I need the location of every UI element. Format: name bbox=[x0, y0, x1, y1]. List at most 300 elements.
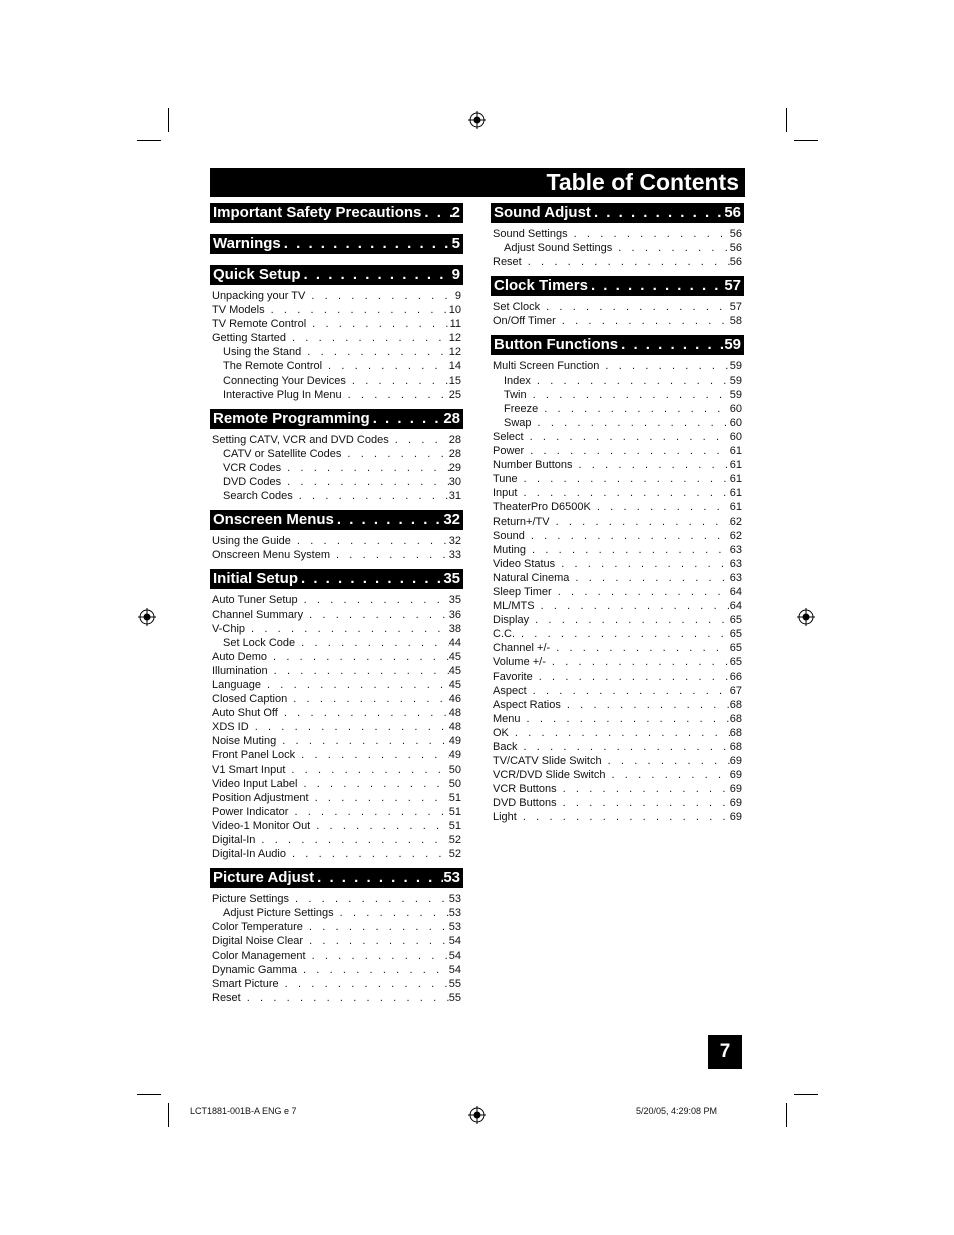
entry-label: Twin bbox=[504, 388, 527, 401]
entry-page: 11 bbox=[449, 318, 461, 331]
dot-leader bbox=[569, 571, 729, 585]
entry-label: Auto Shut Off bbox=[212, 707, 278, 720]
entry-label: Channel +/- bbox=[493, 642, 551, 655]
entry-page: 56 bbox=[729, 228, 742, 240]
entry-page: 48 bbox=[448, 721, 461, 734]
toc-right-column bbox=[491, 203, 744, 832]
toc-entry[interactable] bbox=[491, 529, 744, 543]
entry-page: 61 bbox=[729, 445, 742, 458]
section-gap bbox=[210, 402, 463, 409]
entry-label: DVD Codes bbox=[223, 476, 282, 489]
dot-leader bbox=[291, 534, 449, 548]
section-title: Warnings bbox=[213, 235, 281, 252]
entry-page: 53 bbox=[448, 893, 461, 906]
toc-entry[interactable] bbox=[210, 303, 463, 317]
entry-page: 48 bbox=[448, 707, 461, 720]
entry-page: 69 bbox=[729, 811, 742, 824]
section-header[interactable] bbox=[210, 868, 463, 888]
entry-page: 58 bbox=[729, 315, 742, 328]
toc-entry[interactable] bbox=[491, 684, 744, 698]
dot-leader bbox=[265, 303, 449, 317]
entry-label: Using the Guide bbox=[212, 535, 291, 548]
entry-label: Select bbox=[493, 430, 524, 443]
toc-entry[interactable] bbox=[491, 655, 744, 669]
dot-leader bbox=[546, 655, 730, 669]
toc-entry[interactable] bbox=[210, 833, 463, 847]
entry-page: 54 bbox=[448, 963, 461, 976]
toc-entry[interactable] bbox=[210, 331, 463, 345]
entry-label: Return+/TV bbox=[493, 515, 550, 528]
toc-entry[interactable] bbox=[210, 608, 463, 622]
dot-leader bbox=[524, 430, 730, 444]
toc-entry[interactable] bbox=[491, 670, 744, 684]
toc-entry[interactable] bbox=[491, 712, 744, 726]
toc-entry[interactable] bbox=[210, 650, 463, 664]
toc-entry[interactable] bbox=[210, 534, 463, 548]
dot-leader bbox=[330, 548, 449, 562]
crop-mark bbox=[168, 108, 169, 132]
toc-entry[interactable] bbox=[491, 543, 744, 557]
dot-leader bbox=[322, 359, 449, 373]
entry-page: 60 bbox=[729, 416, 742, 429]
toc-entry[interactable] bbox=[210, 892, 463, 906]
dot-leader bbox=[305, 289, 455, 303]
entry-label: Language bbox=[212, 678, 261, 691]
section-page: 32 bbox=[443, 511, 460, 529]
entry-label: Light bbox=[493, 811, 517, 824]
title-bar bbox=[210, 168, 745, 197]
entry-page: 52 bbox=[448, 834, 461, 846]
toc-entry[interactable] bbox=[210, 791, 463, 805]
dot-leader bbox=[550, 641, 730, 655]
toc-entry[interactable] bbox=[491, 430, 744, 444]
toc-entry[interactable] bbox=[210, 664, 463, 678]
entry-page: 31 bbox=[448, 490, 461, 503]
dot-leader bbox=[301, 345, 448, 359]
entry-page: 51 bbox=[448, 805, 461, 818]
footer-timestamp: 5/20/05, 4:29:08 PM bbox=[636, 1106, 718, 1116]
entry-page: 68 bbox=[729, 698, 742, 711]
toc-entry[interactable] bbox=[491, 796, 744, 810]
dot-leader bbox=[518, 472, 730, 486]
entry-page: 55 bbox=[448, 977, 461, 990]
section-header[interactable] bbox=[491, 203, 744, 223]
dot-leader bbox=[538, 402, 730, 416]
toc-entry[interactable] bbox=[491, 374, 744, 388]
toc-entry[interactable] bbox=[210, 920, 463, 934]
entry-label: Digital-In Audio bbox=[212, 848, 286, 861]
toc-entry[interactable] bbox=[210, 819, 463, 833]
toc-entry[interactable] bbox=[210, 447, 463, 461]
section-header[interactable] bbox=[210, 234, 463, 254]
toc-entry[interactable] bbox=[491, 726, 744, 740]
toc-entry[interactable] bbox=[491, 416, 744, 430]
section-title: Clock Timers bbox=[494, 277, 588, 295]
entry-page: 61 bbox=[729, 487, 742, 500]
dot-leader bbox=[249, 720, 449, 734]
entry-label: Illumination bbox=[212, 664, 268, 677]
section-page: 59 bbox=[724, 336, 741, 354]
section-gap bbox=[210, 503, 463, 510]
dot-leader bbox=[591, 500, 730, 514]
entry-label: V-Chip bbox=[212, 622, 246, 635]
toc-entry[interactable] bbox=[210, 906, 463, 920]
entry-label: DVD Buttons bbox=[493, 797, 557, 810]
dot-leader bbox=[255, 833, 448, 847]
toc-entry[interactable] bbox=[210, 489, 463, 503]
section-header[interactable] bbox=[210, 203, 463, 223]
toc-entry[interactable] bbox=[210, 991, 463, 1005]
entry-page: 15 bbox=[448, 374, 461, 387]
toc-entry[interactable] bbox=[210, 289, 463, 303]
section-page: 28 bbox=[443, 409, 460, 427]
toc-entry[interactable] bbox=[491, 599, 744, 613]
entry-page: 61 bbox=[729, 501, 742, 514]
toc-entry[interactable] bbox=[210, 734, 463, 748]
toc-entry[interactable] bbox=[491, 472, 744, 486]
entry-label: Closed Caption bbox=[212, 693, 288, 706]
section-title: Important Safety Precautions bbox=[213, 204, 422, 221]
dot-leader bbox=[267, 650, 449, 664]
entry-page: 67 bbox=[729, 684, 742, 697]
section-header[interactable] bbox=[210, 265, 463, 285]
page-title: Table of Contents bbox=[546, 169, 739, 195]
entry-label: Setting CATV, VCR and DVD Codes bbox=[212, 433, 389, 446]
entry-label: Adjust Sound Settings bbox=[504, 242, 613, 255]
entry-label: TV Models bbox=[212, 304, 265, 317]
entry-page: 59 bbox=[729, 388, 742, 401]
dot-leader bbox=[568, 227, 730, 241]
dot-leader bbox=[588, 276, 724, 296]
entry-page: 56 bbox=[729, 256, 742, 269]
entry-page: 35 bbox=[448, 594, 461, 607]
section-title: Picture Adjust bbox=[213, 869, 315, 887]
section-title: Button Functions bbox=[494, 336, 619, 354]
toc-entry[interactable] bbox=[210, 593, 463, 607]
entry-label: Input bbox=[493, 487, 518, 500]
toc-entry[interactable] bbox=[491, 740, 744, 754]
entry-label: Getting Started bbox=[212, 332, 286, 345]
toc-entry[interactable] bbox=[491, 613, 744, 627]
toc-entry[interactable] bbox=[491, 227, 744, 241]
section-header[interactable] bbox=[491, 276, 744, 296]
toc-entry[interactable] bbox=[210, 678, 463, 692]
dot-leader bbox=[421, 203, 451, 223]
entry-page: 52 bbox=[448, 848, 461, 861]
dot-leader bbox=[287, 692, 449, 706]
dot-leader bbox=[602, 754, 730, 768]
dot-leader bbox=[525, 529, 730, 543]
section-title: Remote Programming bbox=[213, 409, 370, 427]
entry-page: 54 bbox=[448, 949, 461, 962]
registration-mark-icon bbox=[138, 608, 156, 626]
entry-label: The Remote Control bbox=[223, 360, 323, 373]
dot-leader bbox=[557, 796, 730, 810]
entry-page: 65 bbox=[729, 614, 742, 627]
entry-page: 57 bbox=[729, 301, 742, 314]
toc-entry[interactable] bbox=[491, 444, 744, 458]
entry-label: Power Indicator bbox=[212, 805, 289, 818]
toc-entry[interactable] bbox=[491, 359, 744, 373]
dot-leader bbox=[306, 317, 449, 331]
dot-leader bbox=[527, 684, 730, 698]
toc-entry[interactable] bbox=[491, 641, 744, 655]
section-page: 5 bbox=[451, 235, 460, 252]
entry-page: 9 bbox=[454, 290, 461, 302]
toc-entry[interactable] bbox=[491, 300, 744, 314]
entry-label: TheaterPro D6500K bbox=[493, 501, 591, 514]
dot-leader bbox=[517, 810, 730, 824]
dot-leader bbox=[281, 475, 449, 489]
entry-page: 63 bbox=[729, 543, 742, 556]
section-header[interactable] bbox=[210, 409, 463, 429]
section-title: Sound Adjust bbox=[494, 204, 591, 221]
toc-entry[interactable] bbox=[210, 720, 463, 734]
entry-label: Onscreen Menu System bbox=[212, 549, 330, 562]
dot-leader bbox=[517, 740, 729, 754]
crop-mark bbox=[794, 140, 818, 141]
dot-leader bbox=[245, 622, 449, 636]
toc-entry[interactable] bbox=[491, 402, 744, 416]
entry-page: 53 bbox=[448, 921, 461, 934]
toc-entry[interactable] bbox=[210, 359, 463, 373]
crop-mark bbox=[794, 1094, 818, 1095]
entry-page: 68 bbox=[729, 741, 742, 753]
toc-entry[interactable] bbox=[210, 748, 463, 762]
toc-entry[interactable] bbox=[210, 847, 463, 861]
dot-leader bbox=[526, 543, 730, 557]
dot-leader bbox=[286, 331, 449, 345]
entry-label: Tune bbox=[493, 473, 518, 486]
dot-leader bbox=[334, 510, 443, 530]
toc-entry[interactable] bbox=[210, 345, 463, 359]
toc-entry[interactable] bbox=[210, 374, 463, 388]
dot-leader bbox=[527, 388, 730, 402]
entry-label: Sleep Timer bbox=[493, 585, 552, 598]
toc-entry[interactable] bbox=[210, 475, 463, 489]
toc-entry[interactable] bbox=[210, 805, 463, 819]
dot-leader bbox=[618, 335, 724, 355]
dot-leader bbox=[509, 726, 730, 740]
toc-entry[interactable] bbox=[210, 388, 463, 402]
section-gap bbox=[210, 1005, 463, 1012]
dot-leader bbox=[533, 670, 730, 684]
entry-label: Sound bbox=[493, 529, 525, 542]
entry-page: 68 bbox=[729, 712, 742, 725]
dot-leader bbox=[552, 585, 730, 599]
entry-page: 59 bbox=[729, 374, 742, 387]
section-page: 56 bbox=[724, 204, 741, 221]
entry-label: Video-1 Monitor Out bbox=[212, 819, 311, 832]
entry-label: Menu bbox=[493, 712, 521, 725]
dot-leader bbox=[555, 557, 730, 571]
entry-page: 10 bbox=[448, 304, 461, 317]
toc-entry[interactable] bbox=[491, 314, 744, 328]
entry-page: 69 bbox=[729, 755, 742, 768]
entry-label: Unpacking your TV bbox=[212, 290, 306, 302]
entry-page: 33 bbox=[448, 549, 461, 562]
dot-leader bbox=[278, 706, 449, 720]
entry-label: Smart Picture bbox=[212, 977, 279, 990]
entry-label: Search Codes bbox=[223, 490, 293, 503]
entry-label: Set Clock bbox=[493, 301, 541, 314]
entry-label: Favorite bbox=[493, 670, 533, 683]
section-page: 2 bbox=[451, 204, 460, 221]
entry-page: 28 bbox=[448, 433, 461, 446]
entry-label: Natural Cinema bbox=[493, 571, 570, 584]
dot-leader bbox=[599, 359, 729, 373]
entry-page: 12 bbox=[448, 346, 461, 359]
entry-page: 63 bbox=[729, 571, 742, 584]
dot-leader bbox=[389, 433, 449, 447]
dot-leader bbox=[532, 416, 730, 430]
dot-leader bbox=[342, 388, 449, 402]
entry-page: 30 bbox=[448, 476, 461, 489]
entry-label: Adjust Picture Settings bbox=[223, 907, 334, 920]
dot-leader bbox=[241, 991, 449, 1005]
dot-leader bbox=[591, 203, 724, 223]
entry-label: Video Status bbox=[493, 557, 556, 570]
toc-left-column bbox=[210, 203, 463, 1012]
toc-entry[interactable] bbox=[210, 763, 463, 777]
registration-mark-icon bbox=[468, 1106, 486, 1124]
toc-entry[interactable] bbox=[491, 627, 744, 641]
entry-label: OK bbox=[493, 726, 509, 739]
toc-entry[interactable] bbox=[491, 515, 744, 529]
toc-entry[interactable] bbox=[210, 317, 463, 331]
entry-label: Aspect bbox=[493, 684, 527, 697]
toc-entry[interactable] bbox=[491, 754, 744, 768]
entry-label: Muting bbox=[493, 543, 527, 556]
toc-entry[interactable] bbox=[210, 622, 463, 636]
section-header[interactable] bbox=[210, 569, 463, 589]
dot-leader bbox=[605, 768, 729, 782]
entry-page: 65 bbox=[729, 642, 742, 655]
entry-page: 61 bbox=[729, 473, 742, 486]
toc-entry[interactable] bbox=[210, 461, 463, 475]
toc-entry[interactable] bbox=[491, 698, 744, 712]
toc-entry[interactable] bbox=[210, 636, 463, 650]
dot-leader bbox=[572, 458, 729, 472]
toc-entry[interactable] bbox=[210, 934, 463, 948]
section-header[interactable] bbox=[210, 510, 463, 530]
entry-label: On/Off Timer bbox=[493, 315, 556, 328]
entry-page: 28 bbox=[448, 447, 461, 460]
dot-leader bbox=[297, 963, 449, 977]
dot-leader bbox=[297, 777, 448, 791]
dot-leader bbox=[289, 892, 449, 906]
entry-page: 62 bbox=[729, 529, 742, 542]
toc-entry[interactable] bbox=[491, 500, 744, 514]
section-page: 35 bbox=[443, 570, 460, 588]
entry-label: XDS ID bbox=[212, 721, 249, 734]
entry-label: TV/CATV Slide Switch bbox=[493, 755, 602, 768]
dot-leader bbox=[286, 847, 449, 861]
entry-label: Noise Muting bbox=[212, 735, 277, 748]
dot-leader bbox=[521, 712, 730, 726]
entry-label: Swap bbox=[504, 416, 532, 429]
toc-entry[interactable] bbox=[491, 486, 744, 500]
entry-page: 14 bbox=[448, 360, 461, 373]
entry-label: Power bbox=[493, 445, 525, 458]
toc-entry[interactable] bbox=[491, 585, 744, 599]
entry-label: TV Remote Control bbox=[212, 318, 307, 331]
entry-label: Position Adjustment bbox=[212, 791, 309, 804]
dot-leader bbox=[288, 805, 448, 819]
entry-page: 54 bbox=[448, 935, 461, 948]
toc-entry[interactable] bbox=[210, 548, 463, 562]
entry-page: 50 bbox=[448, 763, 461, 776]
dot-leader bbox=[261, 678, 449, 692]
entry-page: 51 bbox=[448, 791, 461, 804]
entry-label: Interactive Plug In Menu bbox=[223, 388, 342, 401]
dot-leader bbox=[306, 949, 449, 963]
section-gap bbox=[210, 562, 463, 569]
entry-label: Auto Demo bbox=[212, 650, 268, 663]
entry-page: 69 bbox=[729, 797, 742, 810]
entry-page: 32 bbox=[448, 535, 461, 548]
toc-entry[interactable] bbox=[491, 557, 744, 571]
section-page: 53 bbox=[443, 869, 460, 887]
toc-entry[interactable] bbox=[491, 768, 744, 782]
entry-page: 69 bbox=[729, 769, 742, 782]
entry-label: Number Buttons bbox=[493, 459, 573, 472]
crop-mark bbox=[168, 1103, 169, 1127]
dot-leader bbox=[341, 447, 448, 461]
crop-mark bbox=[786, 1103, 787, 1127]
dot-leader bbox=[550, 515, 730, 529]
section-gap bbox=[210, 227, 463, 234]
entry-label: ML/MTS bbox=[493, 600, 535, 613]
toc-entry[interactable] bbox=[491, 571, 744, 585]
registration-mark-icon bbox=[797, 608, 815, 626]
dot-leader bbox=[303, 608, 449, 622]
toc-entry[interactable] bbox=[210, 949, 463, 963]
toc-entry[interactable] bbox=[491, 388, 744, 402]
toc-entry[interactable] bbox=[210, 706, 463, 720]
dot-leader bbox=[303, 934, 449, 948]
entry-page: 46 bbox=[448, 693, 461, 706]
entry-page: 45 bbox=[448, 664, 461, 677]
page-number: 7 bbox=[708, 1035, 742, 1069]
section-title: Quick Setup bbox=[213, 266, 301, 283]
entry-page: 12 bbox=[448, 332, 461, 345]
dot-leader bbox=[556, 314, 730, 328]
entry-page: 69 bbox=[729, 783, 742, 796]
entry-label: Auto Tuner Setup bbox=[212, 594, 298, 607]
toc-entry[interactable] bbox=[491, 810, 744, 824]
toc-entry[interactable] bbox=[210, 433, 463, 447]
entry-page: 55 bbox=[448, 991, 461, 1004]
toc-entry[interactable] bbox=[210, 963, 463, 977]
entry-label: VCR Codes bbox=[223, 461, 282, 474]
toc-entry[interactable] bbox=[491, 255, 744, 269]
entry-label: VCR Buttons bbox=[493, 783, 557, 796]
section-page: 57 bbox=[724, 277, 741, 295]
entry-label: Freeze bbox=[504, 402, 539, 415]
dot-leader bbox=[515, 627, 730, 641]
toc-entry[interactable] bbox=[491, 782, 744, 796]
toc-entry[interactable] bbox=[210, 777, 463, 791]
toc-entry[interactable] bbox=[210, 692, 463, 706]
entry-label: CATV or Satellite Codes bbox=[223, 447, 342, 460]
dot-leader bbox=[295, 636, 449, 650]
toc-entry[interactable] bbox=[210, 977, 463, 991]
section-header[interactable] bbox=[491, 335, 744, 355]
entry-label: Color Management bbox=[212, 949, 306, 962]
toc-entry[interactable] bbox=[491, 458, 744, 472]
toc-entry[interactable] bbox=[491, 241, 744, 255]
